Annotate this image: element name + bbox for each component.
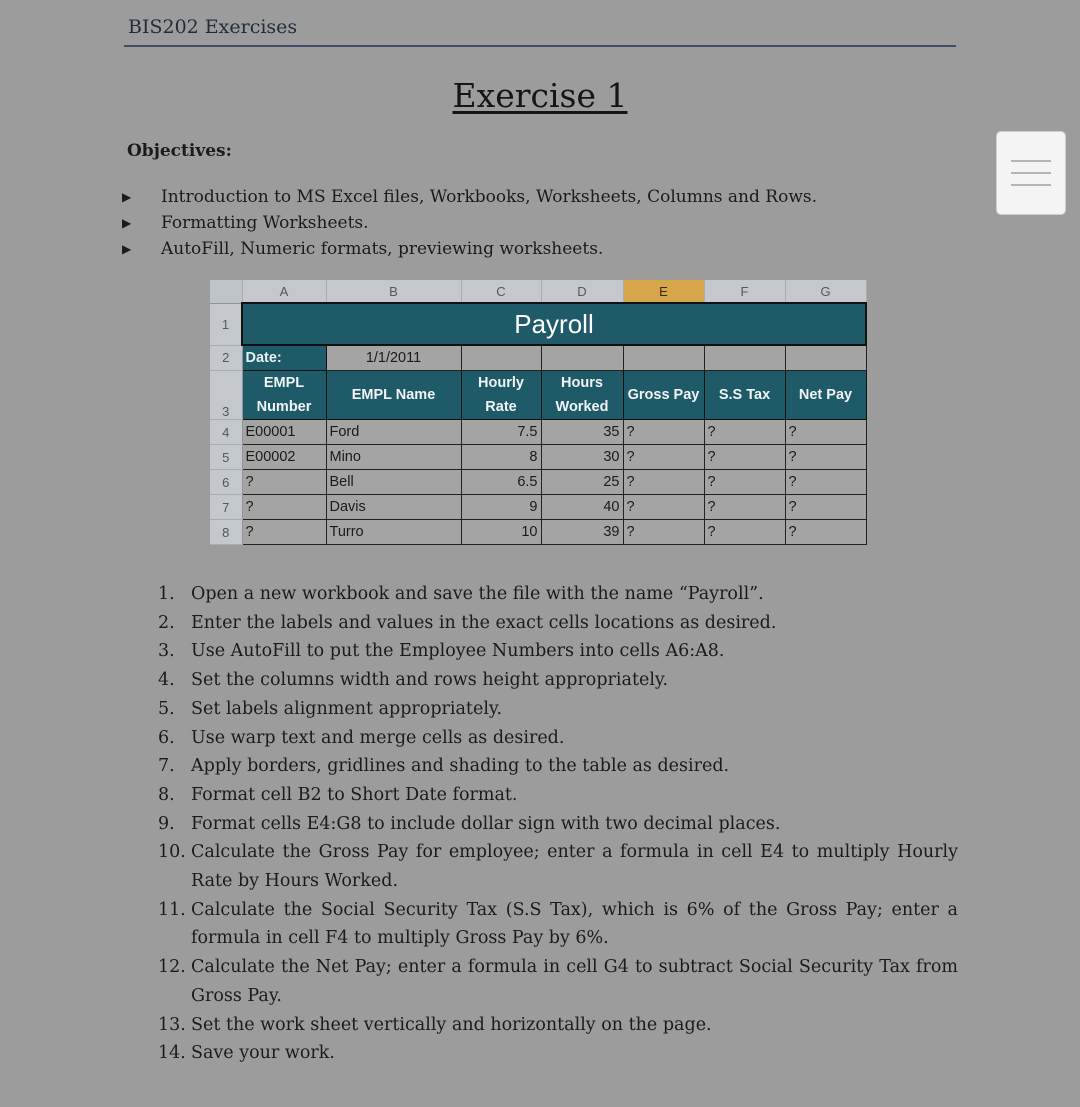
objectives-list: [120, 184, 817, 262]
objectives-label: Objectives:: [127, 141, 232, 161]
instruction-item: 3. Use AutoFill to put the Employee Numbers into cells A6:A8.: [158, 641, 725, 662]
header-cell[interactable]: EMPL Name: [326, 371, 461, 420]
cell[interactable]: ?: [704, 520, 785, 545]
cell[interactable]: ?: [242, 470, 326, 495]
column-header-row: [210, 280, 866, 303]
header-cell[interactable]: Gross Pay: [623, 371, 704, 420]
document-header-title: BIS202 Exercises: [128, 16, 298, 38]
cell[interactable]: 35: [541, 420, 623, 445]
sheet-row: [210, 371, 866, 420]
header-cell[interactable]: S.S Tax: [704, 371, 785, 420]
cell[interactable]: [785, 345, 866, 371]
cell[interactable]: 30: [541, 445, 623, 470]
cell[interactable]: [623, 345, 704, 371]
instruction-item: 12. Calculate the Net Pay; enter a formula in cell G4 to subtract Social Security Tax from Gross Pay.: [158, 957, 958, 1006]
cell[interactable]: ?: [242, 520, 326, 545]
cell[interactable]: [704, 345, 785, 371]
data-row: [210, 420, 866, 445]
header-cell[interactable]: Net Pay: [785, 371, 866, 420]
row-header[interactable]: 5: [210, 445, 242, 470]
date-label-cell[interactable]: Date:: [242, 345, 326, 371]
instruction-item: 9. Format cells E4:G8 to include dollar sign with two decimal places.: [158, 813, 781, 834]
header-divider: [124, 45, 956, 47]
column-header[interactable]: F: [704, 280, 785, 303]
column-header[interactable]: A: [242, 280, 326, 303]
instruction-item: 1. Open a new workbook and save the file with the name “Payroll”.: [158, 584, 764, 604]
instruction-item: 6. Use warp text and merge cells as desired.: [158, 727, 565, 748]
header-cell[interactable]: Hourly Rate: [461, 371, 541, 420]
payroll-title-cell[interactable]: Payroll: [242, 303, 866, 345]
instruction-item: 4. Set the columns width and rows height appropriately.: [158, 670, 669, 691]
menu-button[interactable]: [996, 131, 1066, 215]
cell[interactable]: ?: [623, 495, 704, 520]
cell[interactable]: ?: [623, 420, 704, 445]
objective-item: ▶ Formatting Worksheets.: [120, 210, 817, 236]
cell[interactable]: ?: [785, 520, 866, 545]
instruction-item: 10. Calculate the Gross Pay for employee; enter a formula in cell E4 to multiply Hourly Rate by Hours Worked.: [158, 842, 958, 892]
instruction-item: 11. Calculate the Social Security Tax (S.S Tax), which is 6% of the Gross Pay; enter a formula in cell F4 to multiply Gross Pay by 6%.: [158, 899, 958, 949]
row-header[interactable]: 8: [210, 520, 242, 545]
header-cell[interactable]: EMPL Number: [242, 371, 326, 420]
column-header-selected[interactable]: E: [623, 280, 704, 303]
row-header[interactable]: 3: [210, 371, 242, 420]
instructions-list: [158, 580, 958, 1068]
row-header[interactable]: 2: [210, 345, 242, 371]
cell[interactable]: ?: [785, 470, 866, 495]
cell[interactable]: ?: [704, 420, 785, 445]
hamburger-icon: [1011, 160, 1051, 162]
cell[interactable]: ?: [704, 495, 785, 520]
instruction-item: 5. Set labels alignment appropriately.: [158, 698, 503, 719]
row-header[interactable]: 7: [210, 495, 242, 520]
cell[interactable]: Mino: [326, 445, 461, 470]
column-header[interactable]: D: [541, 280, 623, 303]
objective-item: ▶ Introduction to MS Excel files, Workbooks, Worksheets, Columns and Rows.: [120, 184, 817, 210]
cell[interactable]: 40: [541, 495, 623, 520]
cell[interactable]: 8: [461, 445, 541, 470]
cell[interactable]: 9: [461, 495, 541, 520]
header-cell[interactable]: Hours Worked: [541, 371, 623, 420]
instruction-item: 14. Save your work.: [158, 1043, 335, 1064]
cell[interactable]: 6.5: [461, 470, 541, 495]
data-row: [210, 495, 866, 520]
cell[interactable]: [541, 345, 623, 371]
cell[interactable]: 25: [541, 470, 623, 495]
cell[interactable]: Turro: [326, 520, 461, 545]
exercise-title: Exercise 1: [452, 76, 628, 115]
cell[interactable]: 10: [461, 520, 541, 545]
column-header[interactable]: B: [326, 280, 461, 303]
cell[interactable]: Davis: [326, 495, 461, 520]
column-header[interactable]: C: [461, 280, 541, 303]
data-row: [210, 445, 866, 470]
sheet-row: [210, 345, 866, 371]
column-header[interactable]: G: [785, 280, 866, 303]
cell[interactable]: E00001: [242, 420, 326, 445]
cell[interactable]: ?: [704, 445, 785, 470]
cell[interactable]: 7.5: [461, 420, 541, 445]
cell[interactable]: E00002: [242, 445, 326, 470]
payroll-spreadsheet-image: [210, 280, 867, 545]
instruction-item: 8. Format cell B2 to Short Date format.: [158, 784, 518, 805]
triangle-bullet-icon: ▶: [122, 216, 132, 230]
cell[interactable]: ?: [704, 470, 785, 495]
row-header[interactable]: 6: [210, 470, 242, 495]
instruction-item: 7. Apply borders, gridlines and shading to the table as desired.: [158, 756, 730, 777]
row-header[interactable]: 4: [210, 420, 242, 445]
select-all-corner[interactable]: [210, 280, 242, 303]
cell[interactable]: ?: [785, 445, 866, 470]
cell[interactable]: ?: [623, 520, 704, 545]
date-value-cell[interactable]: 1/1/2011: [326, 345, 461, 371]
triangle-bullet-icon: ▶: [122, 242, 132, 256]
objective-item: ▶ AutoFill, Numeric formats, previewing worksheets.: [120, 236, 817, 262]
cell[interactable]: ?: [623, 445, 704, 470]
row-header[interactable]: 1: [210, 303, 242, 345]
cell[interactable]: 39: [541, 520, 623, 545]
cell[interactable]: ?: [785, 495, 866, 520]
data-row: [210, 470, 866, 495]
data-row: [210, 520, 866, 545]
cell[interactable]: ?: [785, 420, 866, 445]
cell[interactable]: Ford: [326, 420, 461, 445]
cell[interactable]: Bell: [326, 470, 461, 495]
triangle-bullet-icon: ▶: [122, 190, 132, 204]
sheet-row: [210, 303, 866, 345]
cell[interactable]: [461, 345, 541, 371]
cell[interactable]: ?: [242, 495, 326, 520]
instruction-item: 13. Set the work sheet vertically and horizontally on the page.: [158, 1014, 712, 1035]
cell[interactable]: ?: [623, 470, 704, 495]
instruction-item: 2. Enter the labels and values in the exact cells locations as desired.: [158, 612, 777, 633]
